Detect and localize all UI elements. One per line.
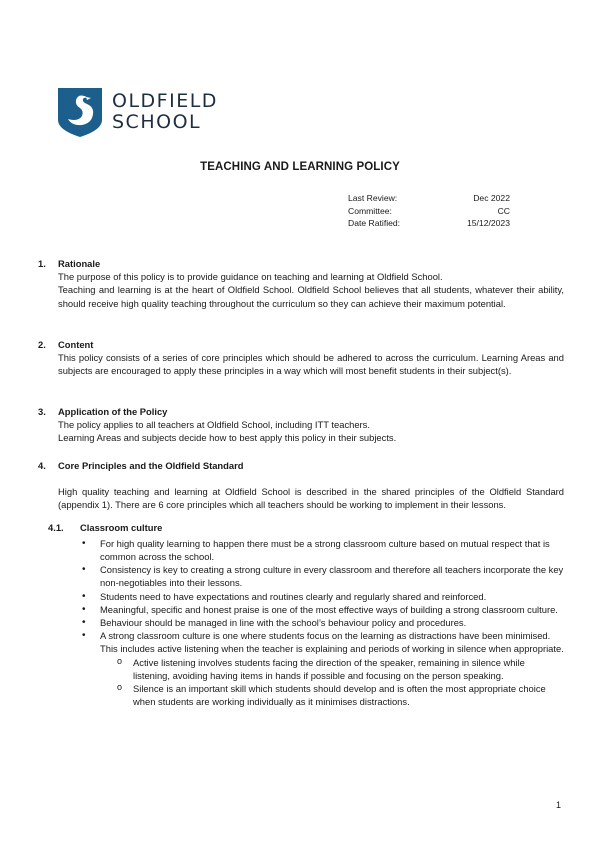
- subsection-number: 4.1.: [48, 521, 64, 533]
- meta-row-date-ratified: [348, 217, 510, 230]
- meta-label: Last Review:: [348, 193, 398, 203]
- bullet-list: [38, 537, 564, 709]
- meta-value: CC: [497, 205, 510, 216]
- list-item: • For high quality learning to happen there must be a strong classroom culture based on mutual respect that is common across the school.: [100, 537, 564, 563]
- section-body: [58, 485, 564, 511]
- paragraph: High quality teaching and learning at Oldfield School is described in the shared principles of the Oldfield Standard (appendix 1). There are 6 core principles which all teachers should be working to implement in their lessons.: [58, 486, 564, 511]
- section-content: [38, 338, 564, 378]
- paragraph: Learning Areas and subjects decide how to best apply this policy in their subjects.: [58, 432, 397, 444]
- section-heading: [38, 338, 564, 351]
- section-heading: [38, 257, 564, 270]
- meta-label: Date Ratified:: [348, 218, 401, 228]
- section-heading: [38, 459, 564, 472]
- school-logo: [56, 86, 218, 138]
- sub-list-item: o Silence is an important skill which students should develop and is often the most appropriate choice when students are working individually as it minimises distractions.: [133, 682, 564, 708]
- list-item: • Consistency is key to creating a strong culture in every classroom and therefore all teachers incorporate the key non-negotiables into their lessons.: [100, 563, 564, 589]
- section-title: Application of the Policy: [58, 406, 168, 417]
- paragraph: Teaching and learning is at the heart of Oldfield School. Oldfield School believes that all students, whatever their ability, should receive high quality teaching throughout the curriculum so they can achieve their maximum potential.: [58, 284, 564, 309]
- page-number: 1: [556, 800, 562, 810]
- logo-wordmark: [112, 91, 218, 133]
- meta-value: 15/12/2023: [466, 218, 510, 228]
- paragraph: The purpose of this policy is to provide guidance on teaching and learning at Oldfield School.: [58, 271, 443, 283]
- section-rationale: [38, 257, 564, 310]
- list-item: • Meaningful, specific and honest praise is one of the most effective ways of building a strong classroom culture.: [100, 603, 564, 616]
- list-item-text: A strong classroom culture is one where students focus on the learning as distractions have been minimised. This includes active listening when the teacher is explaining and periods of working in silence when appropriate.: [100, 630, 564, 655]
- list-item: [100, 629, 564, 708]
- section-title: Core Principles and the Oldfield Standard: [58, 460, 244, 471]
- section-heading: [38, 405, 564, 418]
- section-number: 4.: [38, 460, 46, 471]
- sub-bullet-list: [100, 656, 564, 709]
- swan-crest-icon: [56, 86, 104, 138]
- logo-line-1: OLDFIELD: [112, 90, 218, 112]
- section-title: Rationale: [58, 258, 101, 269]
- section-title: Content: [58, 339, 94, 350]
- document-title: TEACHING AND LEARNING POLICY: [200, 161, 400, 173]
- section-body: [58, 418, 564, 444]
- meta-label: Committee:: [348, 205, 392, 216]
- sub-list-item: o Active listening involves students facing the direction of the speaker, remaining in silence while listening, avoiding having items in hands if possible and focusing on the person speaking.: [133, 656, 564, 682]
- subsection-title: Classroom culture: [80, 521, 163, 533]
- section-number: 3.: [38, 406, 46, 417]
- section-body: [58, 270, 564, 310]
- meta-row-last-review: [348, 192, 510, 205]
- paragraph: This policy consists of a series of core principles which should be adhered to across the curriculum. Learning Areas and subjects are encouraged to apply these principles in a way which will most benefit students in their subject(s).: [58, 352, 564, 377]
- list-item: • Behaviour should be managed in line with the school’s behaviour policy and procedures.: [100, 616, 564, 629]
- section-number: 2.: [38, 339, 46, 350]
- logo-line-2: SCHOOL: [112, 111, 202, 133]
- meta-row-committee: [348, 205, 510, 218]
- section-core-principles: [38, 459, 564, 708]
- list-item: • Students need to have expectations and routines clearly and regularly shared and reinforced.: [100, 590, 564, 603]
- paragraph: The policy applies to all teachers at Oldfield School, including ITT teachers.: [58, 419, 370, 431]
- section-body: [58, 351, 564, 377]
- section-application: [38, 405, 564, 445]
- review-meta-table: [348, 192, 510, 230]
- section-number: 1.: [38, 258, 46, 269]
- subsection-heading: [48, 521, 564, 534]
- meta-value: Dec 2022: [473, 193, 510, 203]
